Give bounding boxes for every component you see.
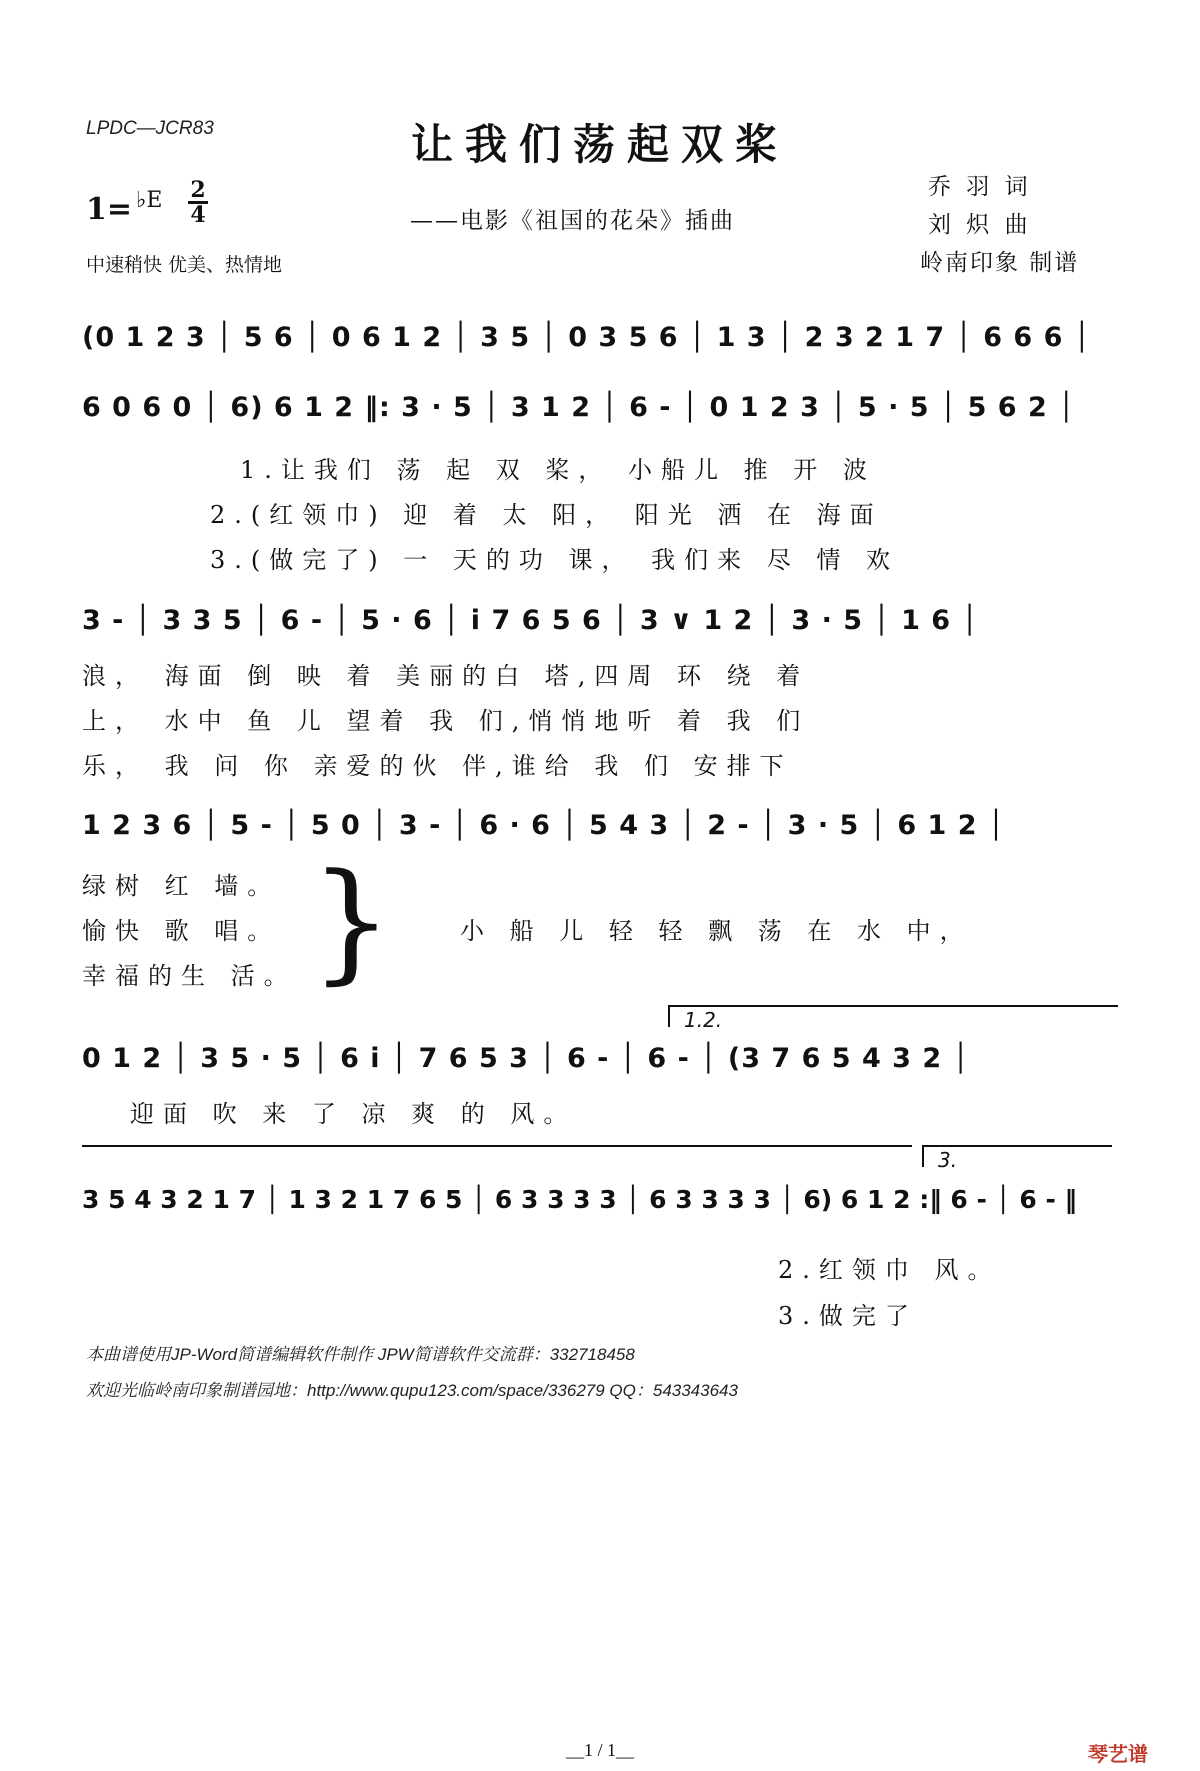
song-title: 让我们荡起双桨 [410,120,789,169]
notation-row-3: 3 - │ 3 3 5 │ 6 - │ 5 · 6 │ i 7 6 5 6 │ 3 ∨ 1 2 │ 3 · 5 │ 1 6 │ [82,605,979,636]
notation-row-6: 3 5 4 3 2 1 7 │ 1 3 2 1 7 6 5 │ 6 3 3 3 3 │ 6 3 3 3 3 │ 6) 6 1 2 :‖ 6 - │ 6 - ‖ [82,1185,1078,1214]
tempo-marking: 中速稍快 优美、热情地 [86,254,283,276]
verse-brace: } [310,845,393,997]
site-logo: 琴艺谱 [1088,1742,1148,1766]
lyric-chorus-2: 迎面 吹 来 了 凉 爽 的 风。 [130,1100,577,1128]
lyric-ending-3: 3.做完了 [778,1302,918,1330]
lyric-verse3-c: 幸福的生 活。 [82,962,297,990]
page-number: __1 / 1__ [565,1740,634,1760]
meter-top: 2 [190,177,206,203]
lyric-verse1-a: 1.让我们 荡 起 双 桨， 小船儿 推 开 波 [240,456,876,484]
footer-software-note: 本曲谱使用JP-Word简谱编辑软件制作 JPW简谱软件交流群：332718458 [86,1345,635,1364]
notation-row-5: 0 1 2 │ 3 5 · 5 │ 6 i │ 7 6 5 3 │ 6 - │ 6 - │ (3 7 6 5 4 3 2 │ [82,1043,970,1074]
key-label: 1= [86,192,133,227]
volta-12-bracket [668,1005,670,1027]
score-code: LPDC—JCR83 [86,118,214,139]
footer-website-note: 欢迎光临岭南印象制谱园地：http://www.qupu123.com/space/336279 QQ：543343643 [86,1381,738,1400]
lyric-verse1-c: 绿树 红 墙。 [82,872,281,900]
lyric-verse2-c: 愉快 歌 唱。 [82,917,281,945]
lyric-verse2-b: 上， 水中 鱼 儿 望着 我 们,悄悄地听 着 我 们 [82,707,810,735]
key-signature [86,188,162,227]
lyric-verse3-a: 3.(做完了) 一 天的功 课， 我们来 尽 情 欢 [210,546,900,574]
volta-12-label: 1.2. [684,1008,723,1032]
lyric-verse1-b: 浪， 海面 倒 映 着 美丽的白 塔,四周 环 绕 着 [82,662,810,690]
volta-3-label: 3. [938,1148,958,1172]
key-flat: ♭E [136,188,163,213]
lyricist-credit: 乔 羽 词 [928,174,1032,200]
notation-row-4: 1 2 3 6 │ 5 - │ 5 0 │ 3 - │ 6 · 6 │ 5 4 3 │ 2 - │ 3 · 5 │ 6 1 2 │ [82,810,1006,841]
lyric-ending-2: 2.红领巾 风。 [778,1256,1001,1284]
lyric-verse3-b: 乐， 我 问 你 亲爱的伙 伴,谁给 我 们 安排下 [82,752,793,780]
meter-bottom: 4 [190,202,206,228]
lyric-verse2-a: 2.(红领巾) 迎 着 太 阳， 阳光 洒 在 海面 [210,501,883,529]
volta-12-line [668,1005,1118,1007]
volta-3-line [922,1145,1112,1147]
lyric-chorus: 小 船 儿 轻 轻 飘 荡 在 水 中， [460,917,973,945]
song-subtitle: ——电影《祖国的花朵》插曲 [410,208,735,234]
notation-row-2: 6 0 6 0 │ 6) 6 1 2 ‖: 3 · 5 │ 3 1 2 │ 6 - │ 0 1 2 3 │ 5 · 5 │ 5 6 2 │ [82,392,1076,423]
arranger-credit: 岭南印象 制谱 [920,250,1080,276]
composer-credit: 刘 炽 曲 [928,212,1032,238]
time-signature [188,177,208,228]
repeat-top-line [82,1145,912,1147]
notation-row-1: (0 1 2 3 │ 5 6 │ 0 6 1 2 │ 3 5 │ 0 3 5 6 │ 1 3 │ 2 3 2 1 7 │ 6 6 6 │ [82,322,1092,353]
volta-3-bracket [922,1145,924,1167]
